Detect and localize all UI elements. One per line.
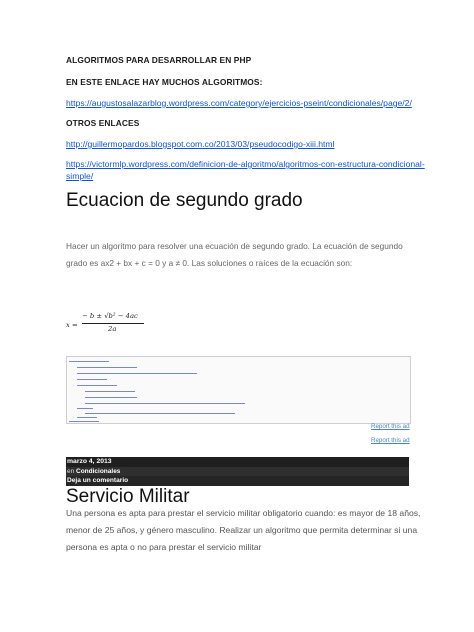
- formula-numerator: − b ± √b² − 4ac: [82, 312, 138, 320]
- formula-lhs: x =: [66, 321, 78, 329]
- heading-algoritmos-php: ALGORITMOS PARA DESARROLLAR EN PHP: [66, 55, 252, 65]
- link-victormlp-line1[interactable]: https://victormlp.wordpress.com/definicion-de-algoritmo/algoritmos-con-estructura-condicional-: [66, 159, 425, 169]
- post-meta-bar: [66, 457, 409, 486]
- code-line: [69, 361, 109, 362]
- report-ad-link-1[interactable]: Report this ad: [371, 423, 410, 430]
- code-line: [85, 391, 135, 392]
- code-line: [85, 397, 137, 398]
- code-line: [85, 403, 245, 404]
- quadratic-formula: [66, 311, 166, 345]
- formula-fraction-bar: [82, 323, 144, 324]
- post-date-row: [66, 457, 409, 467]
- section-paragraph-line2: grado es ax2 + bx + c = 0 y a ≠ 0. Las soluciones o raíces de la ecuación son:: [66, 258, 353, 268]
- category-prefix: en: [67, 468, 75, 475]
- post-category-row: [66, 467, 409, 476]
- section-title-ecuacion: Ecuacion de segundo grado: [66, 190, 303, 211]
- code-line: [77, 417, 97, 418]
- formula-denominator: 2a: [108, 325, 117, 333]
- post-comment-row: [66, 476, 409, 486]
- report-ad-link-2[interactable]: Report this ad: [371, 437, 410, 444]
- link-guillermopardos[interactable]: http://guillermopardos.blogspot.com.co/2013/03/pseudocodigo-xiii.html: [66, 139, 335, 149]
- pseudocode-image: [66, 356, 411, 424]
- section-title-servicio-militar: Servicio Militar: [66, 486, 190, 507]
- post-date[interactable]: marzo 4, 2013: [67, 458, 112, 465]
- section2-line2: menor de 25 años, y género masculino. Realizar un algoritmo que permita determinar si una: [66, 525, 418, 535]
- section-paragraph-line1: Hacer un algoritmo para resolver una ecuación de segundo grado. La ecuación de segundo: [66, 241, 403, 251]
- code-line: [69, 421, 99, 422]
- heading-otros-enlaces: OTROS ENLACES: [66, 118, 140, 128]
- heading-enlace: EN ESTE ENLACE HAY MUCHOS ALGORITMOS:: [66, 77, 263, 87]
- code-line: [77, 408, 93, 409]
- comment-link[interactable]: Deja un comentario: [67, 477, 129, 484]
- category-link[interactable]: Condicionales: [76, 468, 121, 475]
- code-line: [77, 379, 107, 380]
- section2-line1: Una persona es apta para prestar el servicio militar obligatorio cuando: es mayor de 18 años,: [66, 508, 421, 518]
- section2-line3: persona es apta o no para prestar el servicio militar: [66, 542, 262, 552]
- link-augustosalazar[interactable]: https://augustosalazarblog.wordpress.com/category/ejercicios-pseint/condicionales/page/2/: [66, 98, 412, 108]
- code-line: [77, 367, 137, 368]
- code-line: [85, 413, 235, 414]
- code-line: [77, 385, 117, 386]
- code-line: [77, 373, 197, 374]
- link-victormlp-line2[interactable]: simple/: [66, 171, 94, 181]
